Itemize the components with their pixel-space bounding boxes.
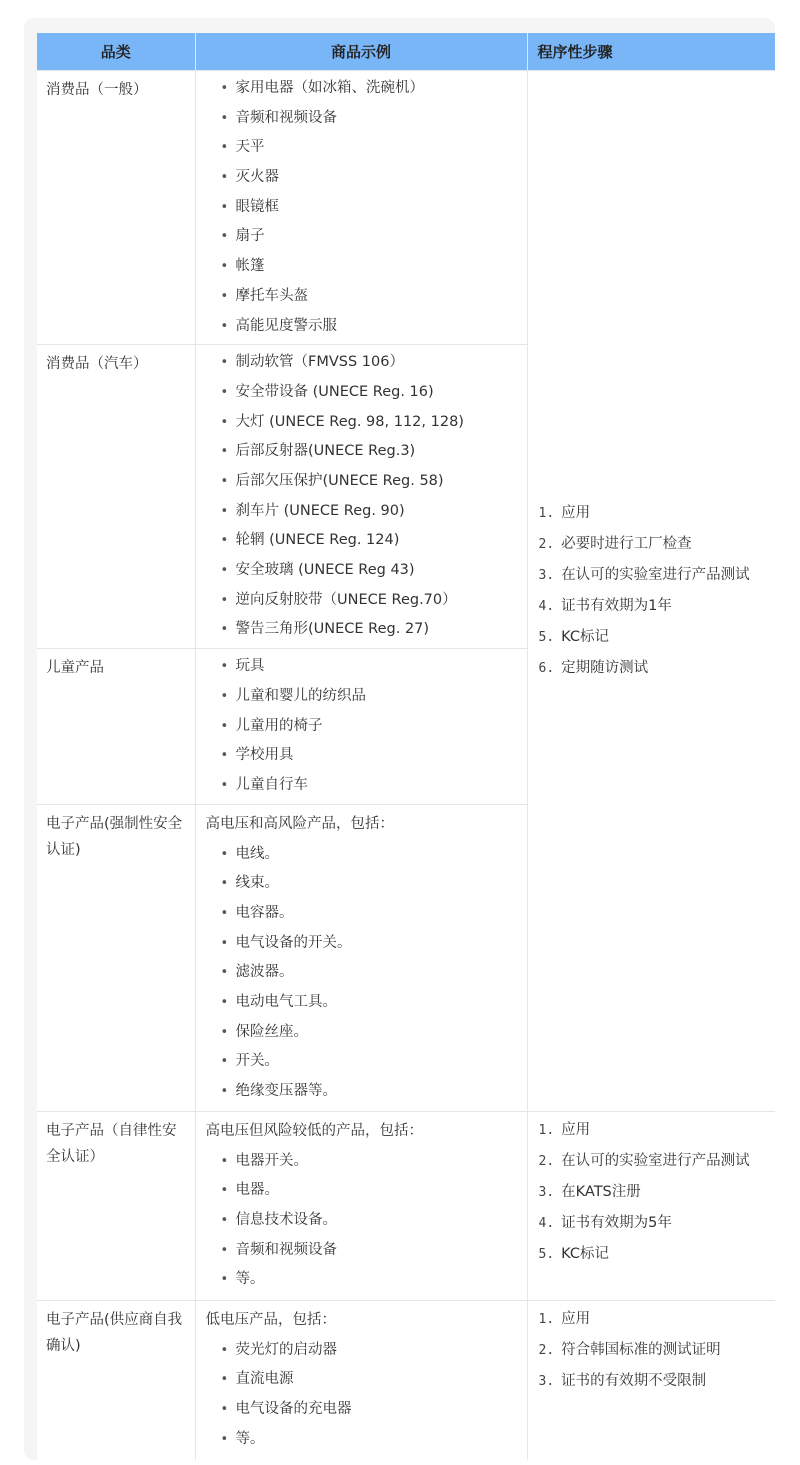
bullet-icon: • [220,935,229,951]
table-header-row [37,33,775,71]
examples-list [206,74,519,341]
bullet-icon: • [220,1213,229,1228]
list-item-text: 音频和视频设备 [235,109,337,126]
category-cell: 电子产品(供应商自我确认) [37,1300,195,1460]
list-item-text: 帐篷 [235,258,265,275]
step-text: 证书有效期为1年 [561,597,672,614]
list-item [206,1336,519,1366]
table-row [37,1300,775,1460]
examples-intro: 高电压但风险较低的产品，包括： [205,1122,423,1139]
list-item [206,74,519,104]
bullet-icon: • [220,1372,229,1388]
list-item [206,193,519,223]
table-row [37,71,775,345]
list-item-text: 开关。 [235,1053,279,1070]
procedure-step [539,1335,769,1366]
list-item-text: 学校用具 [235,747,294,764]
list-item-text: 后部反射器(UNECE Reg.3) [235,443,416,460]
list-item-text: 信息技术设备。 [235,1212,337,1228]
list-item [206,899,519,929]
step-text: 应用 [561,504,591,521]
list-item [206,348,519,378]
list-item-text: 荧光灯的启动器 [235,1341,337,1358]
bullet-icon: • [220,718,229,734]
list-item-text: 刹车片 (UNECE Reg. 90) [235,502,405,519]
list-item [206,252,519,282]
certification-table [37,33,775,1460]
list-item [206,1206,519,1236]
bullet-icon: • [220,384,229,400]
bullet-icon: • [220,503,229,519]
list-item [206,615,519,645]
procedure-step [539,1366,769,1397]
bullet-icon: • [220,170,229,186]
list-item-text: 电线。 [235,845,279,862]
bullet-icon: • [220,229,229,245]
list-item [206,282,519,312]
list-item-text: 安全玻璃 (UNECE Reg 43) [235,562,415,578]
step-text: 证书的有效期不受限制 [561,1372,707,1389]
bullet-icon: • [220,906,229,921]
list-item [206,467,519,497]
procedure-step [539,560,769,591]
list-item-text: 电动电气工具。 [235,994,337,1011]
list-item [206,929,519,959]
list-item-text: 高能见度警示服 [235,317,337,334]
list-item-text: 直流电源 [235,1371,294,1388]
list-item-text: 家用电器（如冰箱、洗碗机） [235,80,424,96]
list-item [206,1265,519,1295]
step-number: 1. [538,1311,555,1327]
list-item-text: 电容器。 [235,905,294,921]
examples-intro: 高电压和高风险产品，包括： [205,815,394,832]
step-number: 3. [538,1373,555,1389]
procedure-step [539,498,769,529]
list-item-text: 保险丝座。 [235,1023,308,1040]
list-item [206,771,519,801]
bullet-icon: • [220,1342,229,1358]
step-text: 定期随访测试 [561,659,649,676]
bullet-icon: • [220,1272,229,1288]
step-number: 2. [538,1153,555,1169]
examples-list [206,652,519,800]
procedure-step [539,1208,769,1239]
table-container [24,18,775,1460]
list-item [206,840,519,870]
list-item [206,682,519,712]
step-text: 必要时进行工厂检查 [561,535,692,552]
step-text: 应用 [561,1121,591,1138]
bullet-icon: • [220,659,229,675]
procedure-steps [539,1304,769,1397]
procedure-step [539,1177,769,1208]
list-item [206,133,519,163]
list-item [206,497,519,527]
bullet-icon: • [220,1054,229,1070]
header-procedure: 程序性步骤 [527,33,775,71]
procedure-step [539,591,769,622]
list-item-text: 儿童自行车 [235,776,308,793]
list-item [206,1395,519,1425]
bullet-icon: • [220,688,229,704]
examples-list [206,840,519,1107]
list-item-text: 逆向反射胶带（UNECE Reg.70） [235,591,457,608]
procedure-step [539,1146,769,1177]
list-item-text: 安全带设备 (UNECE Reg. 16) [235,383,434,400]
list-item [206,556,519,586]
list-item-text: 大灯 (UNECE Reg. 98, 112, 128) [235,413,464,430]
procedure-step [539,1304,769,1335]
examples-list [206,1147,519,1295]
bullet-icon: • [220,140,229,156]
list-item [206,712,519,742]
examples-list [206,1336,519,1455]
procedure-cell [527,1300,775,1460]
bullet-icon: • [220,1153,229,1169]
list-item-text: 电气设备的充电器 [235,1401,352,1417]
list-item-text: 绝缘变压器等。 [235,1083,337,1100]
list-item-text: 扇子 [235,228,265,245]
list-item-text: 线束。 [235,875,279,892]
step-number: 2. [538,536,555,552]
bullet-icon: • [220,444,229,460]
list-item [206,741,519,771]
examples-cell [195,1300,527,1460]
list-item [206,1425,519,1455]
bullet-icon: • [220,876,229,892]
step-text: 证书有效期为5年 [561,1214,672,1231]
examples-intro: 低电压产品，包括： [205,1311,336,1328]
procedure-cell [527,71,775,1112]
step-number: 3. [538,1184,555,1200]
bullet-icon: • [220,592,229,608]
procedure-step [539,653,769,684]
list-item [206,586,519,616]
category-cell: 消费品（一般） [37,71,195,345]
bullet-icon: • [220,965,229,981]
category-cell: 儿童产品 [37,649,195,804]
bullet-icon: • [220,995,229,1011]
list-item [206,1365,519,1395]
list-item-text: 儿童用的椅子 [235,717,323,734]
examples-cell [195,804,527,1111]
list-item [206,378,519,408]
bullet-icon: • [220,622,229,638]
list-item-text: 等。 [235,1430,265,1447]
list-item-text: 玩具 [235,658,265,675]
list-item-text: 后部欠压保护(UNECE Reg. 58) [235,472,444,489]
list-item [206,104,519,134]
step-text: 在认可的实验室进行产品测试 [561,1152,750,1169]
list-item [206,408,519,438]
procedure-steps [539,498,769,684]
list-item [206,1176,519,1206]
list-item-text: 摩托车头盔 [235,287,308,304]
bullet-icon: • [220,473,229,489]
procedure-cell [527,1111,775,1300]
examples-cell [195,1111,527,1300]
bullet-icon: • [220,1242,229,1258]
bullet-icon: • [220,563,229,578]
step-text: 符合韩国标准的测试证明 [561,1341,721,1358]
examples-cell [195,345,527,649]
examples-cell [195,649,527,804]
bullet-icon: • [220,533,229,549]
list-item [206,1147,519,1177]
list-item-text: 警告三角形(UNECE Reg. 27) [235,621,430,638]
list-item [206,1018,519,1048]
list-item [206,652,519,682]
list-item-text: 电器。 [235,1182,279,1199]
bullet-icon: • [220,1084,229,1100]
step-number: 2. [538,1342,555,1358]
bullet-icon: • [220,1183,229,1199]
bullet-icon: • [220,1402,229,1417]
list-item-text: 等。 [235,1271,265,1288]
list-item-text: 天平 [235,139,265,156]
procedure-step [539,622,769,653]
step-text: KC标记 [561,1245,609,1262]
step-text: KC标记 [561,628,609,645]
procedure-step [539,1239,769,1270]
step-number: 6. [538,660,555,676]
list-item [206,1236,519,1266]
bullet-icon: • [220,355,229,371]
procedure-steps [539,1115,769,1270]
bullet-icon: • [220,259,229,275]
step-number: 5. [538,1246,555,1262]
table-row [37,1111,775,1300]
bullet-icon: • [220,1431,229,1447]
bullet-icon: • [220,288,229,304]
list-item-text: 滤波器。 [235,964,294,981]
step-number: 4. [538,598,555,614]
list-item-text: 灭火器 [235,169,279,186]
bullet-icon: • [220,748,229,764]
list-item-text: 电器开关。 [235,1152,308,1169]
bullet-icon: • [220,846,229,862]
bullet-icon: • [220,414,229,430]
list-item [206,988,519,1018]
procedure-step [539,1115,769,1146]
examples-list [206,348,519,645]
category-cell: 电子产品(强制性安全认证) [37,804,195,1111]
step-number: 5. [538,629,555,645]
list-item [206,163,519,193]
step-number: 1. [538,1122,555,1138]
list-item [206,869,519,899]
list-item [206,958,519,988]
step-text: 在KATS注册 [561,1183,641,1200]
category-cell: 电子产品（自律性安全认证） [37,1111,195,1300]
step-text: 在认可的实验室进行产品测试 [561,566,750,583]
examples-cell [195,71,527,345]
bullet-icon: • [220,1024,229,1040]
bullet-icon: • [220,199,229,215]
list-item [206,526,519,556]
list-item-text: 轮辋 (UNECE Reg. 124) [235,532,400,549]
list-item [206,312,519,342]
list-item [206,437,519,467]
list-item-text: 儿童和婴儿的纺织品 [235,687,366,704]
header-examples: 商品示例 [195,33,527,71]
step-text: 应用 [561,1310,591,1327]
list-item [206,1077,519,1107]
step-number: 3. [538,567,555,583]
bullet-icon: • [220,777,229,793]
step-number: 1. [538,505,555,521]
list-item-text: 电气设备的开关。 [235,934,352,951]
procedure-step [539,529,769,560]
list-item-text: 制动软管（FMVSS 106） [235,354,404,371]
bullet-icon: • [220,110,229,126]
list-item-text: 音频和视频设备 [235,1241,337,1258]
step-number: 4. [538,1215,555,1231]
category-cell: 消费品（汽车） [37,345,195,649]
list-item-text: 眼镜框 [235,198,279,215]
list-item [206,222,519,252]
bullet-icon: • [220,81,229,96]
header-category: 品类 [37,33,195,71]
list-item [206,1047,519,1077]
bullet-icon: • [220,318,229,334]
